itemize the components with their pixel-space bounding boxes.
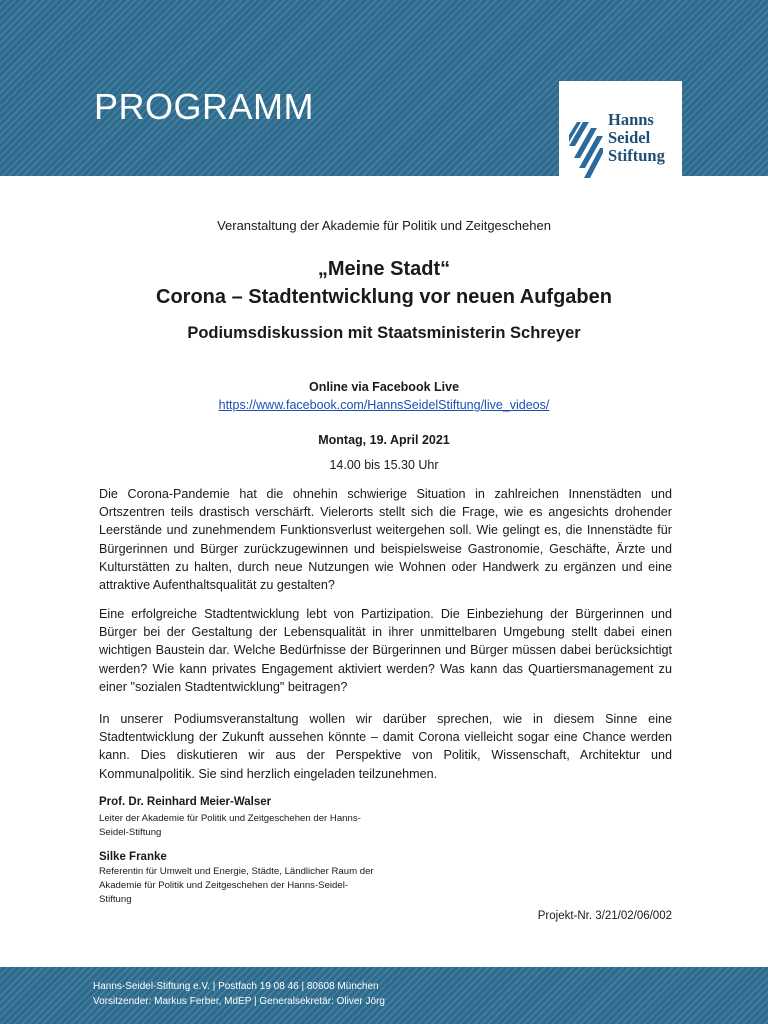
project-number: Projekt-Nr. 3/21/02/06/002	[537, 910, 672, 922]
event-subtitle: Podiumsdiskussion mit Staatsministerin Schreyer	[187, 324, 581, 342]
event-title-line-1: „Meine Stadt“	[317, 258, 451, 280]
body-paragraph-2: Eine erfolgreiche Stadtentwicklung lebt von Partizipation. Die Einbeziehung der Bürgerinnen und Bürger bei der Gestaltung der Lebensqualität in ihrer unmittelbaren Umgebung stellt dabei einen wichtigen Baustein dar. Welche Bedürfnisse der Bürgerinnen und Bürger müssen dabei berücksichtigt werden? Wie kann privates Engagement aktiviert werden? Was kann das Quartiersmanagement zu einer "sozialen Stadtentwicklung" beitragen?	[99, 607, 672, 694]
body-paragraph-1: Die Corona-Pandemie hat die ohnehin schwierige Situation in zahlreichen Innenstädten und Ortszentren teils drastisch verschärft. Vielerorts stellt sich die Frage, wie es angesichts drohender Leerstände und zunehmendem Funktionsverlust weitergehen soll. Wie gelingt es, die Innenstädte für Bürgerinnen und Bürger zurückzugewinnen und beispielsweise Gastronomie, Geschäfte, Ärzte und Kulturstätten zu halten, durch neue Nutzungen wie Wohnen oder Handwerk zu ergänzen und eine attraktive Aufenthaltsqualität zu gestalten?	[99, 487, 672, 593]
signatory-1-name: Prof. Dr. Reinhard Meier-Walser	[99, 796, 272, 808]
body-paragraph-3: In unserer Podiumsveranstaltung wollen wir darüber sprechen, wie in diesem Sinne eine Stadtentwicklung der Zukunft aussehen könnte – damit Corona vielleicht sogar eine Chance werden kann. Dies diskutieren wir aus der Perspektive von Politik, Wissenschaft, Architektur und Kommunalpolitik. Sie sind herzlich eingeladen teilzunehmen.	[99, 712, 672, 781]
logo-wordmark	[608, 111, 665, 165]
event-date: Montag, 19. April 2021	[318, 433, 450, 447]
event-time: 14.00 bis 15.30 Uhr	[329, 458, 439, 472]
logo	[559, 81, 682, 194]
footer-board: Vorsitzender: Markus Ferber, MdEP | Generalsekretär: Oliver Jörg	[93, 996, 385, 1007]
online-label: Online via Facebook Live	[308, 380, 460, 394]
event-title-line-2: Corona – Stadtentwicklung vor neuen Aufgaben	[156, 286, 612, 308]
facebook-live-link[interactable]: https://www.facebook.com/HannsSeidelStiftung/live_videos/	[218, 398, 550, 412]
logo-line-1: Hanns	[608, 110, 654, 129]
organizer-line: Veranstaltung der Akademie für Politik und Zeitgeschehen	[217, 218, 551, 233]
hss-stripes-logo-icon	[569, 122, 603, 178]
footer-address: Hanns-Seidel-Stiftung e.V. | Postfach 19 08 46 | 80608 München	[93, 981, 379, 992]
logo-line-3: Stiftung	[608, 146, 665, 165]
signatory-1-role: Leiter der Akademie für Politik und Zeitgeschehen der Hanns-Seidel-Stiftung	[99, 813, 361, 838]
page-title: PROGRAMM	[94, 86, 314, 127]
signatory-2-name: Silke Franke	[99, 851, 167, 863]
logo-line-2: Seidel	[608, 128, 651, 147]
signatory-2-role: Referentin für Umwelt und Energie, Städte, Ländlicher Raum der Akademie für Politik und Zeitgeschehen der Hanns-Seidel-Stiftung	[99, 866, 374, 905]
